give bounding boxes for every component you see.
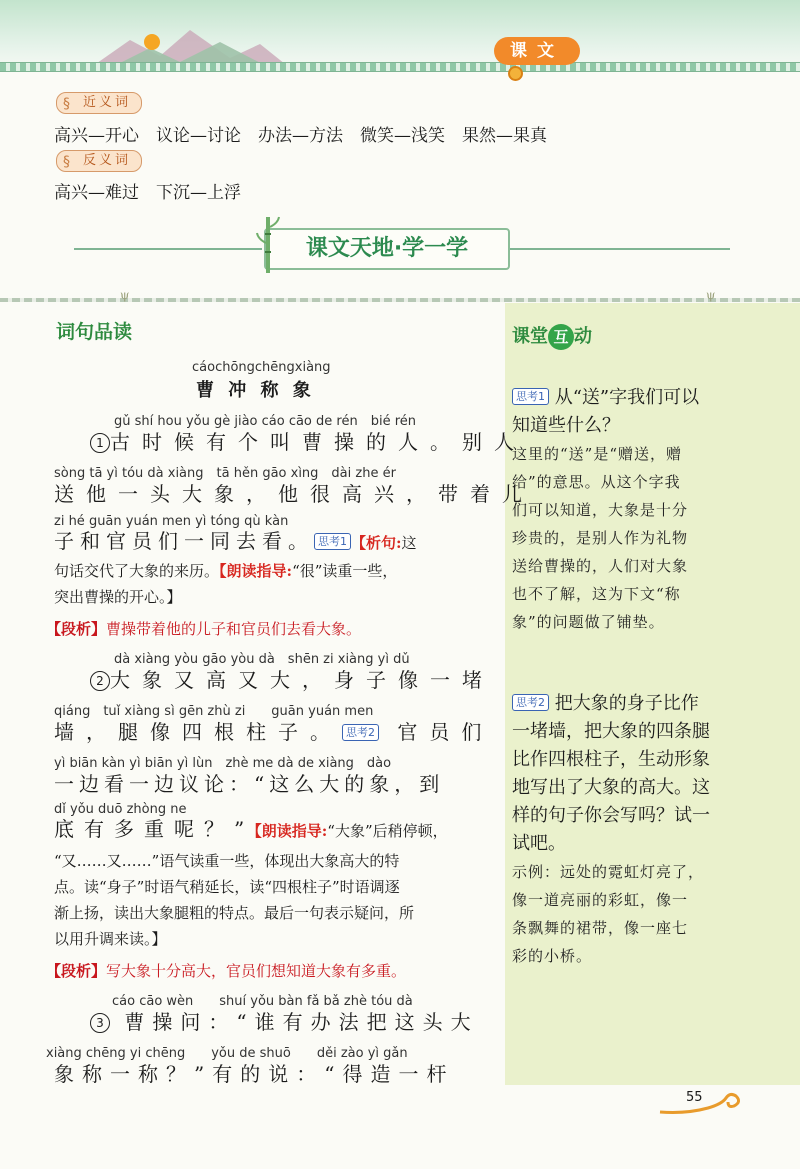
pinyin-line: dǐ yǒu duō zhòng ne bbox=[54, 802, 187, 817]
answer-line: 珍贵的，是别人作为礼物 bbox=[512, 529, 689, 547]
synonym-tag: § 近义词 bbox=[56, 92, 142, 114]
title-pinyin: cáochōngchēngxiàng bbox=[192, 360, 331, 375]
pinyin-line: cáo cāo wèn shuí yǒu bàn fǎ bǎ zhè tóu dà bbox=[112, 994, 413, 1009]
grass-icon: ψ bbox=[706, 288, 716, 302]
paragraph-number: 2 bbox=[90, 671, 110, 691]
answer-line: 象”的问题做了铺垫。 bbox=[512, 613, 665, 631]
pinyin-line: qiáng tuǐ xiàng sì gēn zhù zi guān yuán men bbox=[54, 704, 374, 719]
rope-border bbox=[0, 62, 800, 72]
pinyin-line: gǔ shí hou yǒu gè jiào cáo cāo de rén bié rén bbox=[114, 414, 416, 429]
example-line: 示例：远处的霓虹灯亮了， bbox=[512, 863, 705, 881]
pinyin-line: dà xiàng yòu gāo yòu dà shēn zi xiàng yì dǔ bbox=[114, 652, 410, 667]
sidebar-question-2: 思考2 把大象的身子比作 一堵墙，把大象的四条腿 比作四根柱子，生动形象 地写出了大象的高大。这 样的句子你会写吗？试一 试吧。 示例：远处的霓虹灯亮了， 像一道亮丽的彩虹，像一 条飘舞的裙带，像一座七 彩的小桥。 bbox=[512, 690, 792, 970]
text-line: 送他一头大象，他很高兴，带着儿 bbox=[54, 482, 534, 506]
main-section-title: 词句品读 bbox=[56, 321, 133, 343]
pinyin-line: yì biān kàn yì biān yì lùn zhè me dà de xiàng dào bbox=[54, 756, 392, 771]
grass-icon: ψ bbox=[120, 288, 130, 302]
paragraph-number: 3 bbox=[90, 1013, 110, 1033]
text-line: 象称一称？”有的说：“得造一杆 bbox=[54, 1062, 455, 1086]
answer-line: 们可以知道，大象是十分 bbox=[512, 501, 689, 519]
answer-line: 也不了解，这为下文“称 bbox=[512, 585, 681, 603]
pinyin-line: xiàng chēng yi chēng yǒu de shuō děi zào yì gǎn bbox=[46, 1046, 408, 1061]
think-badge: 思考2 bbox=[342, 724, 379, 741]
think-badge: 思考1 bbox=[314, 533, 351, 550]
sidebar-question-1: 思考1 从“送”字我们可以 知道些什么？ 这里的“送”是“赠送，赠 给”的意思。从这个字我 们可以知道，大象是十分 珍贵的，是别人作为礼物 送给曹操的，人们对大象 也不了解，这为下文“称 象”的问题做了铺垫。 bbox=[512, 384, 792, 636]
pinyin-line: zi hé guān yuán men yì tóng qù kàn bbox=[54, 514, 289, 529]
question-text: 思考2 把大象的身子比作 bbox=[512, 690, 792, 718]
section-banner: 课文天地·学一学 bbox=[264, 228, 510, 270]
note-line: 突出曹操的开心。】 bbox=[54, 588, 182, 606]
note-line: 渐上扬，读出大象腿粗的特点。最后一句表示疑问，所 bbox=[54, 904, 415, 922]
example-line: 彩的小桥。 bbox=[512, 947, 593, 965]
bamboo-icon bbox=[256, 215, 280, 275]
antonym-pairs: 高兴—难过 下沉—上浮 bbox=[54, 183, 241, 203]
note-line: 以用升调来读。】 bbox=[54, 930, 167, 948]
text-line-with-note: 底有多重呢？”【朗读指导:“大象”后稍停顿， bbox=[54, 817, 448, 841]
paragraph-analysis: 【段析】写大象十分高大，官员们想知道大象有多重。 bbox=[46, 962, 407, 980]
section-tab: 课文 bbox=[494, 37, 580, 65]
text-line: 1 古时候有个叫曹操的人。别人 bbox=[90, 426, 526, 455]
circle-char-badge: 互 bbox=[548, 324, 574, 350]
text-line: 2 大象又高又大，身子像一堵 bbox=[90, 664, 494, 693]
tab-knob-icon bbox=[508, 66, 523, 81]
page-number: 55 bbox=[686, 1090, 703, 1105]
synonym-pairs: 高兴—开心 议论—讨论 办法—方法 微笑—浅笑 果然—果真 bbox=[54, 126, 547, 146]
answer-line: 送给曹操的，人们对大象 bbox=[512, 557, 689, 575]
note-line: 点。读“身子”时语气稍延长，读“四根柱子”时语调逐 bbox=[54, 878, 400, 896]
sidebar-title: 课堂 互 动 bbox=[512, 322, 592, 350]
answer-line: 这里的“送”是“赠送，赠 bbox=[512, 445, 683, 463]
lesson-title: 曹 冲 称 象 bbox=[196, 380, 315, 401]
banner-rule-right bbox=[508, 248, 730, 250]
pinyin-line: sòng tā yì tóu dà xiàng tā hěn gāo xìng dài zhe ér bbox=[54, 466, 396, 481]
banner-rule-left bbox=[74, 248, 262, 250]
think-badge: 思考1 bbox=[512, 388, 549, 405]
text-line: 墙，腿像四根柱子。 思考2 官员们 bbox=[54, 720, 494, 744]
scroll-curl-icon: § bbox=[63, 154, 70, 170]
note-line: 句话交代了大象的来历。【朗读指导:“很”读重一些， bbox=[54, 562, 398, 580]
text-line: 一边看一边议论：“这么大的象，到 bbox=[54, 772, 445, 796]
note-line: “又……又……”语气读重一些，体现出大象高大的特 bbox=[54, 852, 400, 870]
question-text: 思考1 从“送”字我们可以 bbox=[512, 384, 792, 412]
text-line: 3 曹操问：“谁有办法把这头大 bbox=[90, 1006, 479, 1035]
antonym-tag: § 反义词 bbox=[56, 150, 142, 172]
scroll-curl-icon: § bbox=[63, 96, 70, 112]
think-badge: 思考2 bbox=[512, 694, 549, 711]
example-line: 像一道亮丽的彩虹，像一 bbox=[512, 891, 689, 909]
example-line: 条飘舞的裙带，像一座七 bbox=[512, 919, 689, 937]
answer-line: 给”的意思。从这个字我 bbox=[512, 473, 681, 491]
paragraph-analysis: 【段析】曹操带着他的儿子和官员们去看大象。 bbox=[46, 620, 362, 638]
paragraph-number: 1 bbox=[90, 433, 110, 453]
text-line-with-note: 子和官员们一同去看。 思考1 【析句:这 bbox=[54, 529, 417, 553]
